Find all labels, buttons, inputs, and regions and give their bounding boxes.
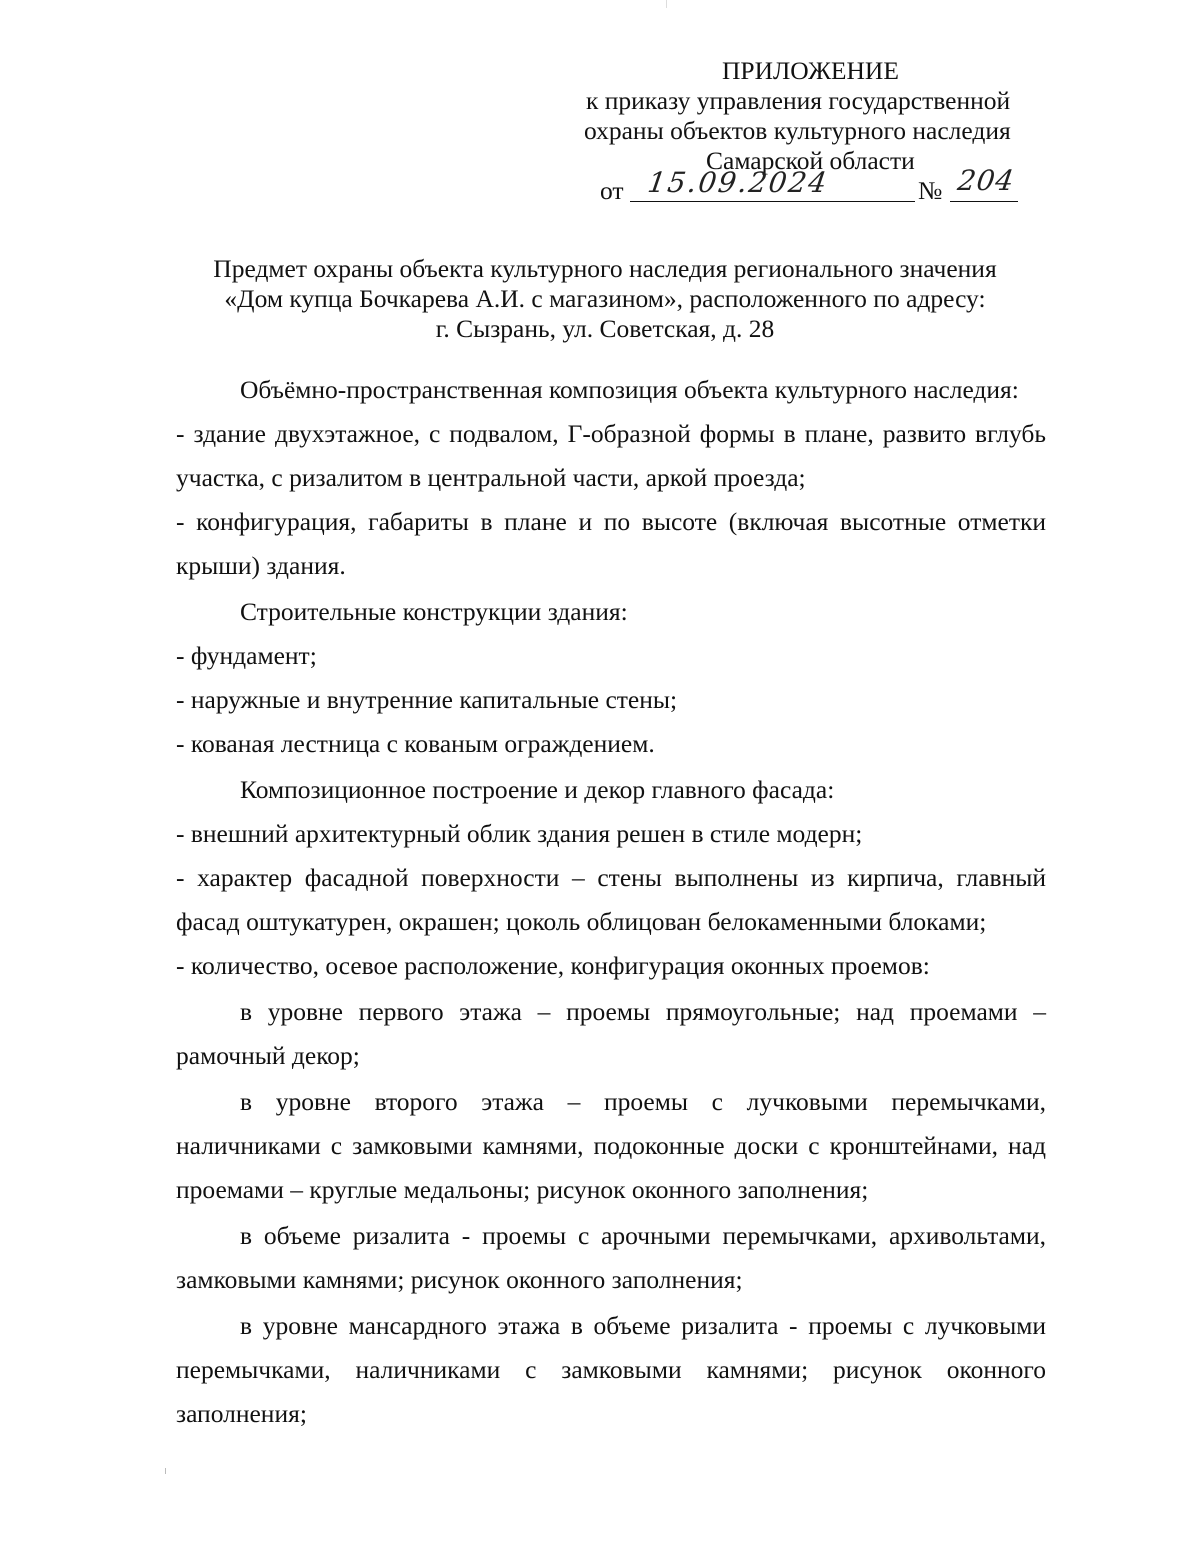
appendix-title: ПРИЛОЖЕНИЕ: [722, 56, 899, 85]
list-item: - количество, осевое расположение, конфигурация оконных проемов:: [176, 951, 930, 980]
handwritten-number: 204: [955, 164, 1017, 197]
paragraph: в уровне второго этажа – проемы с лучковыми перемычками, наличниками с замковыми камнями, подоконные доски с кронштейнами, над проемами – круглые медальоны; рисунок оконного заполнения;: [176, 1087, 1046, 1204]
number-underline: [950, 201, 1018, 202]
document-body: [176, 368, 1046, 1436]
list-item: - здание двухэтажное, с подвалом, Г-образной формы в плане, развито вглубь участка, с ризалитом в центральной части, аркой проезда;: [176, 419, 1046, 492]
section-heading-facade: Композиционное построение и декор главного фасада:: [240, 775, 835, 804]
paragraph: в уровне первого этажа – проемы прямоугольные; над проемами – рамочный декор;: [176, 997, 1046, 1070]
header-line-3: Самарской области: [706, 146, 915, 175]
list-item: - фундамент;: [176, 641, 317, 670]
date-prefix: от: [600, 176, 624, 205]
date-underline: [630, 201, 915, 202]
section-heading-volume: Объёмно-пространственная композиция объекта культурного наследия:: [240, 375, 1019, 404]
scan-mark: [165, 1468, 166, 1474]
list-item: - характер фасадной поверхности – стены выполнены из кирпича, главный фасад оштукатурен, окрашен; цоколь облицован белокаменными блоками;: [176, 863, 1046, 936]
list-item: - конфигурация, габариты в плане и по высоте (включая высотные отметки крыши) здания.: [176, 507, 1046, 580]
subject-line-2: «Дом купца Бочкарева А.И. с магазином», расположенного по адресу:: [224, 284, 986, 313]
paragraph: в уровне мансардного этажа в объеме ризалита - проемы с лучковыми перемычками, наличниками с замковыми камнями; рисунок оконного заполнения;: [176, 1311, 1046, 1428]
number-sign: №: [918, 176, 943, 205]
paragraph: в объеме ризалита - проемы с арочными перемычками, архивольтами, замковыми камнями; рисунок оконного заполнения;: [176, 1221, 1046, 1294]
list-item: - внешний архитектурный облик здания решен в стиле модерн;: [176, 819, 863, 848]
document-subject: [100, 254, 1110, 344]
handwritten-date: 15.09.2024: [645, 166, 831, 199]
section-heading-structures: Строительные конструкции здания:: [240, 597, 628, 626]
header-line-1: к приказу управления государственной: [586, 86, 1011, 115]
list-item: - кованая лестница с кованым ограждением.: [176, 729, 655, 758]
order-date-number-row: [600, 164, 1020, 205]
list-item: - наружные и внутренние капитальные стены;: [176, 685, 678, 714]
subject-line-1: Предмет охраны объекта культурного наследия регионального значения: [213, 254, 997, 283]
scan-mark: [666, 0, 667, 8]
header-line-2: охраны объектов культурного наследия: [584, 116, 1011, 145]
subject-line-3: г. Сызрань, ул. Советская, д. 28: [435, 314, 775, 343]
